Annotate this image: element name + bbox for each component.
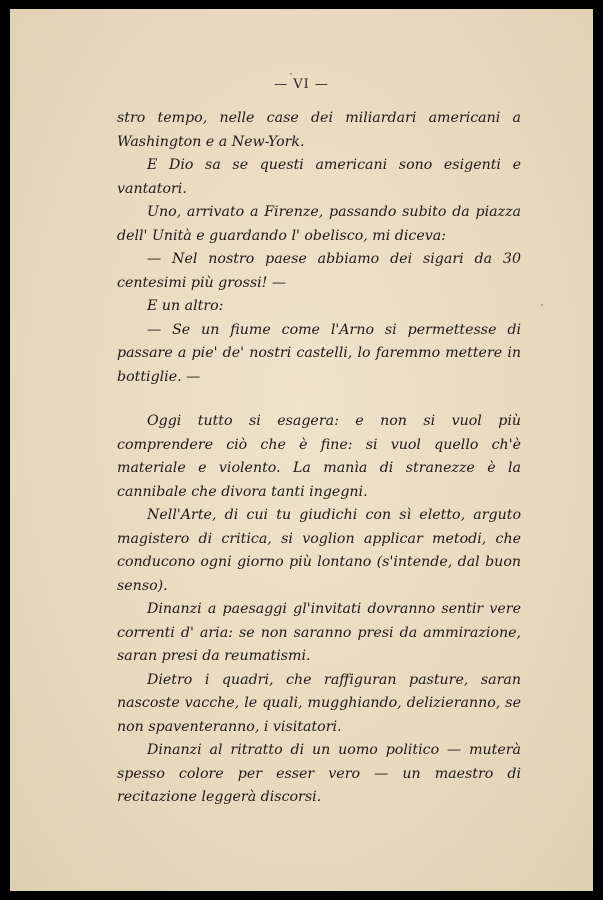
paper-speck xyxy=(290,73,292,75)
paragraph: Oggi tutto si esagera: e non si vuol più comprendere ciò che è fine: si vuol quello ch'è materiale e violento. La manìa di stranezze è la cannibale che divora tanti ingegni. xyxy=(117,413,521,500)
paragraph: E Dio sa se questi americani sono esigenti e vantatori. xyxy=(117,157,521,197)
paragraph: Dietro i quadri, che raffiguran pasture, saran nascoste vacche, le quali, mugghiando, delizieranno, se non spaventeranno, i visitatori. xyxy=(117,671,521,735)
page-number: — VI — xyxy=(274,77,329,92)
paragraph: E un altro: xyxy=(147,298,224,314)
dialogue-line: — Nel nostro paese abbiamo dei sigari da 30 centesimi più grossi! — xyxy=(117,251,521,291)
book-page xyxy=(10,9,593,891)
paper-speck xyxy=(541,304,543,306)
paragraph: Dinanzi al ritratto di un uomo politico — muterà spesso colore per esser vero — un maestro di recitazione leggerà discorsi. xyxy=(117,742,521,805)
body-text xyxy=(117,107,521,810)
paragraph: Nell'Arte, di cui tu giudichi con sì eletto, arguto magistero di critica, si voglion applicar metodi, che conducono ogni giorno più lontano (s'intende, dal buon senso). xyxy=(117,507,521,594)
dialogue-line: — Se un fiume come l'Arno si permettesse di passare a pie' de' nostri castelli, lo faremmo mettere in bottiglie. — xyxy=(117,321,521,385)
paragraph: Uno, arrivato a Firenze, passando subito da piazza dell' Unità e guardando l' obelisco, mi diceva: xyxy=(117,204,521,244)
section-gap xyxy=(117,389,521,410)
paragraph: Dinanzi a paesaggi gl'invitati dovranno sentir vere correnti d' aria: se non saranno presi da ammirazione, saran presi da reumatismi. xyxy=(117,601,521,664)
paragraph: stro tempo, nelle case dei miliardari americani a Washington e a New-York. xyxy=(117,110,521,150)
